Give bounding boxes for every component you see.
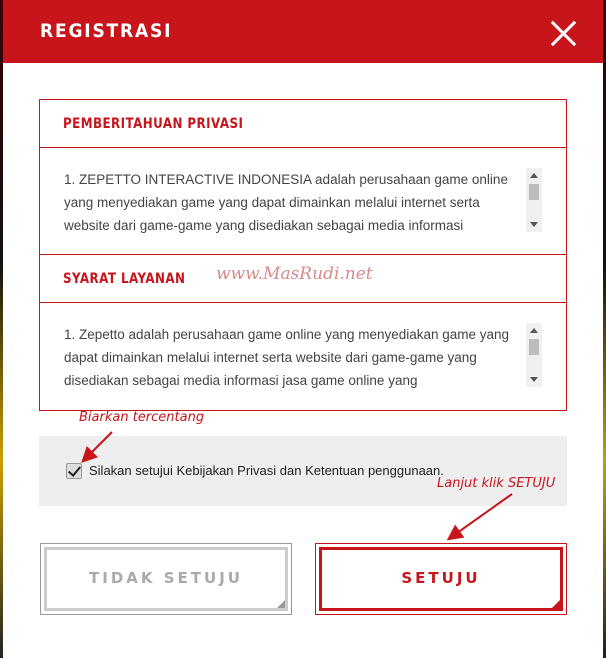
agree-checkbox[interactable] [66, 463, 82, 479]
agree-label: Silakan setujui Kebijakan Privasi dan Ketentuan penggunaan. [89, 463, 444, 478]
terms-container [39, 99, 567, 411]
dialog-header [3, 0, 603, 63]
privacy-section-header [40, 100, 566, 148]
checkbox-annotation: Biarkan tercentang [79, 410, 205, 425]
scroll-up-icon[interactable] [530, 328, 538, 333]
corner-triangle-icon [552, 600, 560, 608]
terms-scrollbar[interactable] [526, 323, 542, 387]
close-icon[interactable] [549, 19, 577, 47]
registration-dialog [3, 0, 603, 658]
accept-annotation: Lanjut klik SETUJU [437, 476, 556, 491]
scroll-down-icon[interactable] [530, 377, 538, 382]
scroll-thumb[interactable] [529, 339, 539, 355]
terms-text: 1. Zepetto adalah perusahaan game online yang menyediakan game yang dapat dimainkan melalui internet serta website dari game-game yang disediakan sebagai media informasi jasa game online yang [64, 327, 510, 388]
terms-section-title: SYARAT LAYANAN [63, 271, 186, 287]
scroll-thumb[interactable] [529, 184, 539, 200]
privacy-scrollbar[interactable] [526, 168, 542, 232]
privacy-section-body [40, 148, 566, 255]
watermark-text: www.MasRudi.net [216, 264, 373, 284]
reject-button[interactable] [40, 543, 292, 615]
agreement-area [39, 436, 567, 506]
accept-button[interactable] [315, 543, 567, 615]
terms-section-body [40, 303, 566, 411]
corner-triangle-icon [277, 600, 285, 608]
scroll-up-icon[interactable] [530, 173, 538, 178]
reject-button-label: TIDAK SETUJU [89, 569, 243, 587]
accept-button-label: SETUJU [401, 569, 481, 587]
privacy-text: 1. ZEPETTO INTERACTIVE INDONESIA adalah perusahaan game online yang menyediakan game yang dapat dimainkan melalui internet serta website dari game-game yang disediakan sebagai media informasi [64, 172, 508, 233]
dialog-title: REGISTRASI [40, 20, 173, 42]
privacy-section-title: PEMBERITAHUAN PRIVASI [63, 116, 244, 132]
scroll-down-icon[interactable] [530, 222, 538, 227]
